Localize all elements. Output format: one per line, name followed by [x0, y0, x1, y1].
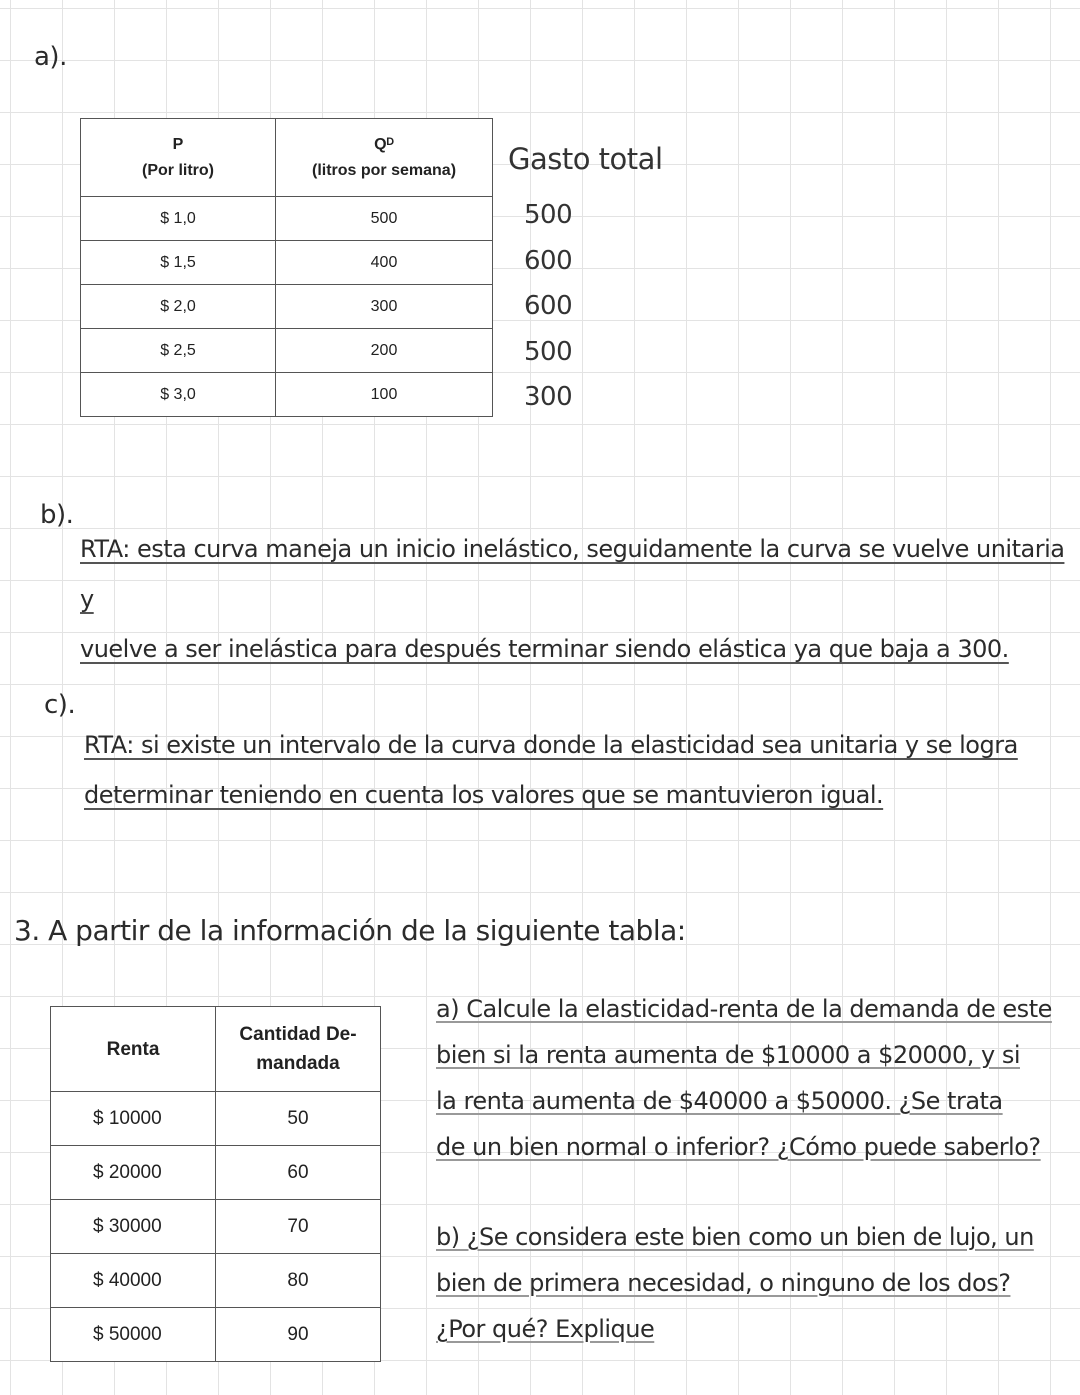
question-3-part-b: b) ¿Se considera este bien como un bien de lujo, un bien de primera necesidad, o ninguno de los dos? ¿Por qué? Explique — [436, 1223, 1034, 1343]
gasto-value: 300 — [524, 382, 573, 412]
table-row: $ 2,5 200 — [81, 329, 493, 373]
table-row: $ 3,0 100 — [81, 373, 493, 417]
table-row: $ 20000 60 — [51, 1146, 381, 1200]
header-price: P (Por litro) — [81, 119, 276, 197]
section-b-label: b). — [40, 500, 74, 530]
section-c-answer: RTA: si existe un intervalo de la curva donde la elasticidad sea unitaria y se logra determinar teniendo en cuenta los valores que se mantuvieron igual. — [84, 731, 1018, 809]
question-3-title: 3. A partir de la información de la siguiente tabla: — [14, 914, 686, 947]
table-row: $ 30000 70 — [51, 1200, 381, 1254]
gasto-value: 500 — [524, 200, 573, 230]
table-row: $ 40000 80 — [51, 1254, 381, 1308]
header-renta: Renta — [51, 1007, 216, 1092]
header-cantidad: Cantidad De- mandada — [216, 1007, 381, 1092]
table-row: $ 10000 50 — [51, 1092, 381, 1146]
section-a-label: a). — [34, 42, 67, 72]
section-b-answer: RTA: esta curva maneja un inicio inelástico, seguidamente la curva se vuelve unitaria y vuelve a ser inelástica para después terminar siendo elástica ya que baja a 300. — [80, 535, 1065, 663]
table-row: $ 50000 90 — [51, 1308, 381, 1362]
table-row: $ 1,0 500 — [81, 197, 493, 241]
question-3-part-a: a) Calcule la elasticidad-renta de la demanda de este bien si la renta aumenta de $10000 a $20000, y si la renta aumenta de $40000 a $50000. ¿Se trata de un bien normal o inferior? ¿Cómo puede saberlo? — [436, 995, 1052, 1161]
section-c-label: c). — [44, 690, 76, 720]
gasto-value: 600 — [524, 291, 573, 321]
table-row: $ 1,5 400 — [81, 241, 493, 285]
gasto-total-title: Gasto total — [508, 142, 663, 176]
gasto-value: 500 — [524, 337, 573, 367]
price-quantity-table — [80, 118, 493, 417]
header-quantity: Qᴰ (litros por semana) — [276, 119, 493, 197]
table-row: $ 2,0 300 — [81, 285, 493, 329]
gasto-value: 600 — [524, 246, 573, 276]
income-quantity-table — [50, 1006, 381, 1362]
